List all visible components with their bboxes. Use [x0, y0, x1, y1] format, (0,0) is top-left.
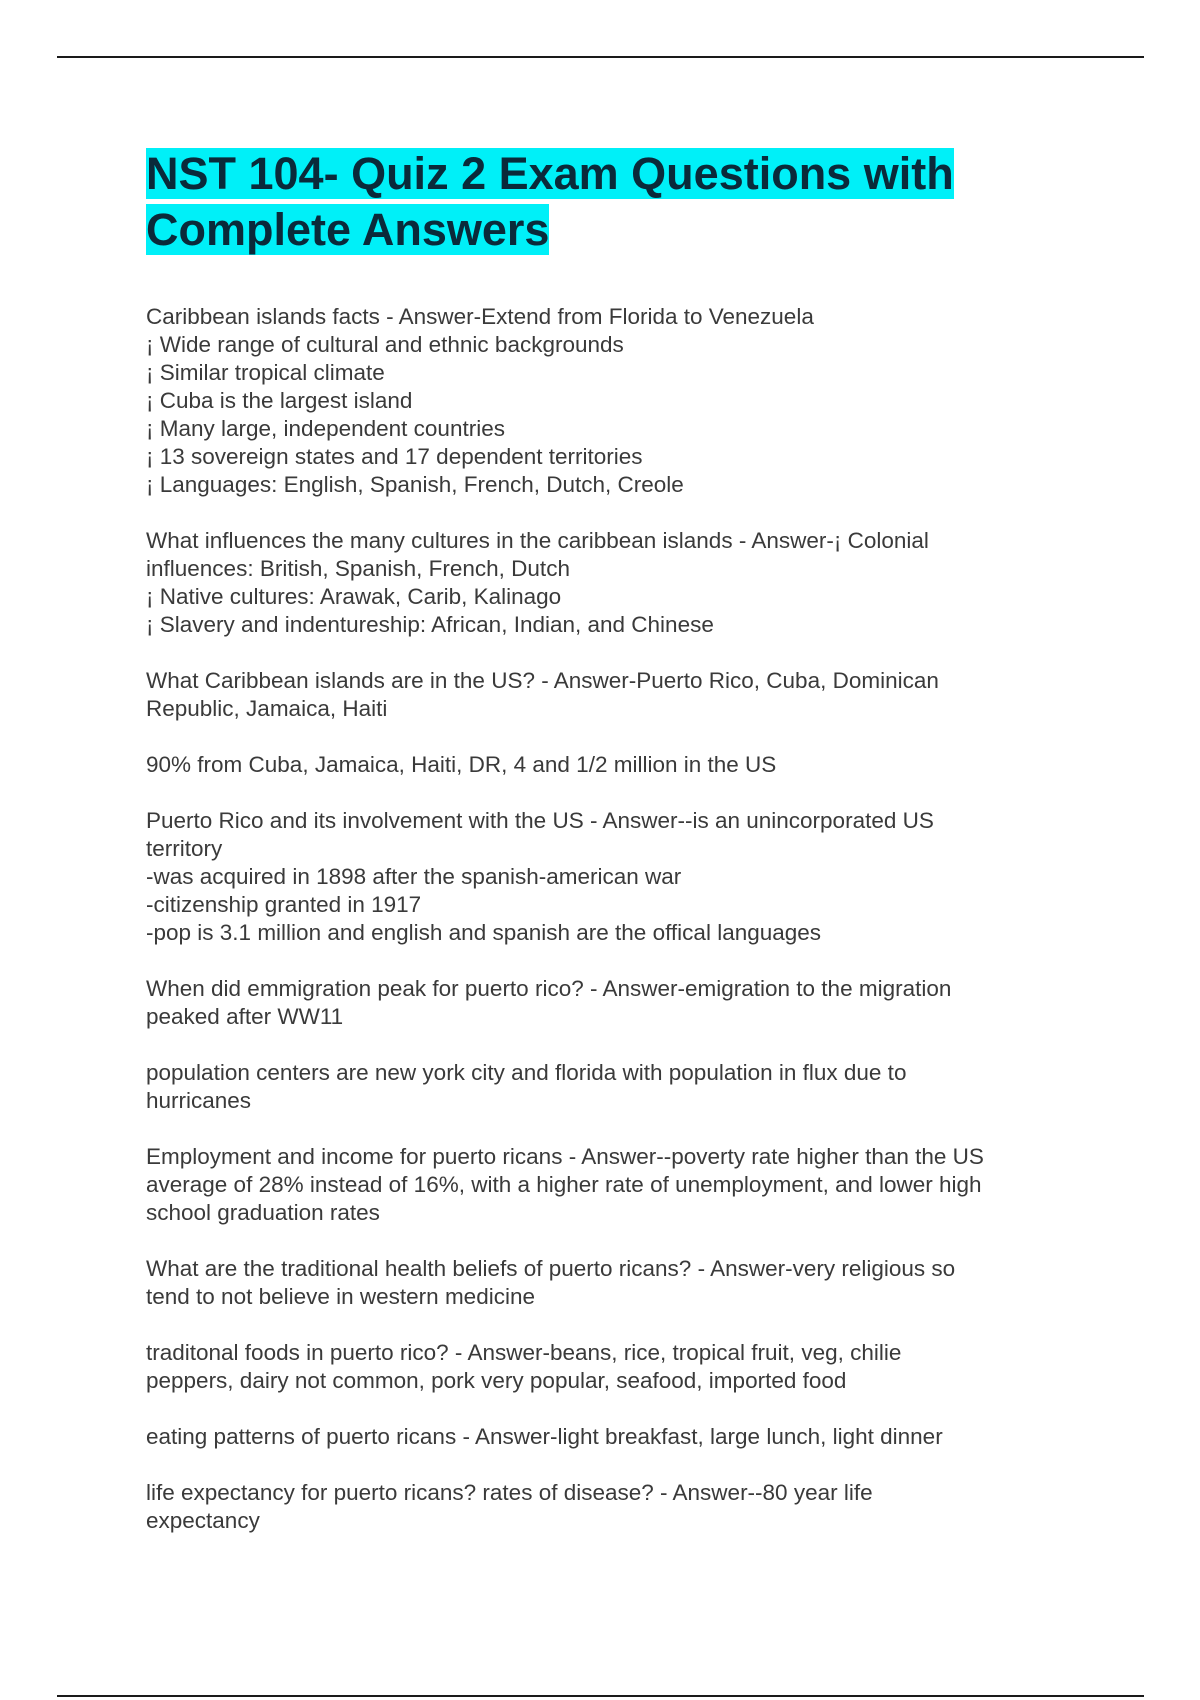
text-line: school graduation rates: [146, 1200, 380, 1225]
qa-block: [146, 1423, 1066, 1451]
text-line: When did emmigration peak for puerto rico? - Answer-emigration to the migration: [146, 976, 952, 1001]
qa-block: [146, 1339, 1066, 1395]
qa-block: [146, 667, 1066, 723]
text-line: eating patterns of puerto ricans - Answer-light breakfast, large lunch, light dinner: [146, 1424, 943, 1449]
qa-block: [146, 1255, 1066, 1311]
text-line: ¡ Many large, independent countries: [146, 416, 505, 441]
text-line: ¡ Languages: English, Spanish, French, Dutch, Creole: [146, 472, 684, 497]
text-line: -pop is 3.1 million and english and spanish are the offical languages: [146, 920, 822, 945]
text-line: influences: British, Spanish, French, Dutch: [146, 556, 570, 581]
text-line: ¡ 13 sovereign states and 17 dependent territories: [146, 444, 643, 469]
text-line: What are the traditional health beliefs of puerto ricans? - Answer-very religious so: [146, 1256, 956, 1281]
text-line: average of 28% instead of 16%, with a higher rate of unemployment, and lower high: [146, 1172, 982, 1197]
text-line: population centers are new york city and florida with population in flux due to: [146, 1060, 907, 1085]
text-line: expectancy: [146, 1508, 260, 1533]
text-line: Republic, Jamaica, Haiti: [146, 696, 388, 721]
text-line: 90% from Cuba, Jamaica, Haiti, DR, 4 and 1/2 million in the US: [146, 752, 777, 777]
qa-block: [146, 1479, 1066, 1535]
document-body: [146, 303, 1066, 1563]
text-line: ¡ Cuba is the largest island: [146, 388, 413, 413]
text-line: traditonal foods in puerto rico? - Answer-beans, rice, tropical fruit, veg, chilie: [146, 1340, 902, 1365]
title-line-2: Complete Answers: [146, 204, 550, 255]
qa-block: [146, 1059, 1066, 1115]
text-line: hurricanes: [146, 1088, 252, 1113]
bottom-divider: [57, 1695, 1144, 1697]
text-line: ¡ Similar tropical climate: [146, 360, 385, 385]
text-line: ¡ Native cultures: Arawak, Carib, Kalinago: [146, 584, 562, 609]
text-line: peaked after WW11: [146, 1004, 344, 1029]
qa-block: [146, 1143, 1066, 1227]
text-line: Caribbean islands facts - Answer-Extend from Florida to Venezuela: [146, 304, 814, 329]
text-line: What influences the many cultures in the caribbean islands - Answer-¡ Colonial: [146, 528, 929, 553]
text-line: tend to not believe in western medicine: [146, 1284, 535, 1309]
text-line: -was acquired in 1898 after the spanish-american war: [146, 864, 682, 889]
top-divider: [57, 56, 1144, 58]
text-line: Puerto Rico and its involvement with the US - Answer--is an unincorporated US: [146, 808, 934, 833]
text-line: Employment and income for puerto ricans - Answer--poverty rate higher than the US: [146, 1144, 984, 1169]
text-line: peppers, dairy not common, pork very popular, seafood, imported food: [146, 1368, 847, 1393]
qa-block: [146, 751, 1066, 779]
page-title: [146, 146, 1046, 258]
text-line: life expectancy for puerto ricans? rates of disease? - Answer--80 year life: [146, 1480, 873, 1505]
qa-block: [146, 303, 1066, 499]
text-line: territory: [146, 836, 223, 861]
title-line-1: NST 104- Quiz 2 Exam Questions with: [146, 148, 954, 199]
qa-block: [146, 527, 1066, 639]
qa-block: [146, 975, 1066, 1031]
text-line: -citizenship granted in 1917: [146, 892, 422, 917]
qa-block: [146, 807, 1066, 947]
text-line: What Caribbean islands are in the US? - Answer-Puerto Rico, Cuba, Dominican: [146, 668, 939, 693]
text-line: ¡ Wide range of cultural and ethnic backgrounds: [146, 332, 624, 357]
text-line: ¡ Slavery and indentureship: African, Indian, and Chinese: [146, 612, 714, 637]
